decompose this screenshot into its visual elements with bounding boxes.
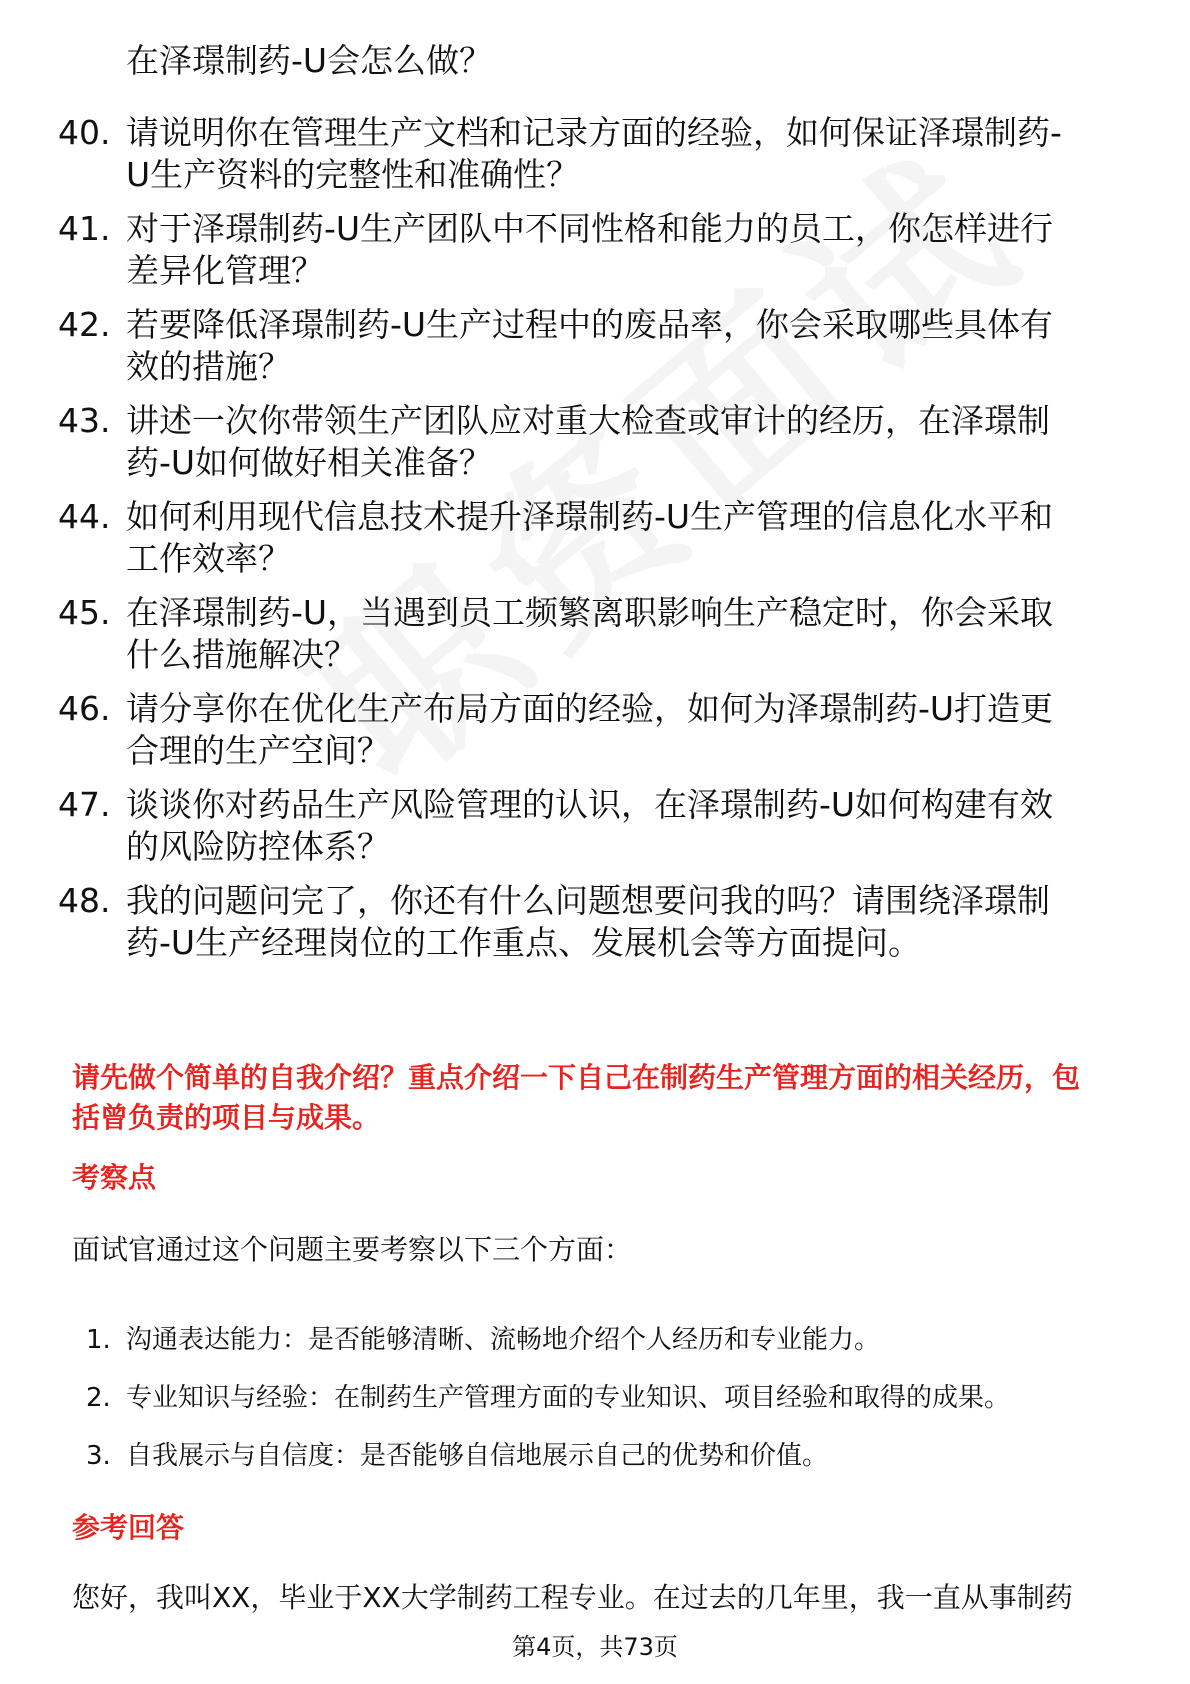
list-item-number: 3. xyxy=(86,1441,111,1471)
question-item xyxy=(0,880,1190,964)
question-text-line2: 合理的生产空间？ xyxy=(126,731,390,770)
question-number: 47. xyxy=(58,785,111,824)
question-item xyxy=(0,112,1190,196)
list-item xyxy=(0,1322,1190,1358)
question-item xyxy=(0,688,1190,772)
section-title-answer: 参考回答 xyxy=(72,1511,185,1544)
question-text-line2: 的风险防控体系？ xyxy=(126,827,390,866)
question-text-line1: 请说明你在管理生产文档和记录方面的经验，如何保证泽璟制药- xyxy=(126,113,1062,152)
question-number: 46. xyxy=(58,689,111,728)
question-text-line1: 若要降低泽璟制药-U生产过程中的废品率，你会采取哪些具体有 xyxy=(126,305,1054,344)
list-item-text: 专业知识与经验：在制药生产管理方面的专业知识、项目经验和取得的成果。 xyxy=(126,1383,1011,1413)
answer-text: 您好，我叫XX，毕业于XX大学制药工程专业。在过去的几年里，我一直从事制药 xyxy=(72,1581,1073,1614)
list-item-text: 自我展示与自信度：是否能够自信地展示自己的优势和价值。 xyxy=(126,1441,829,1471)
question-number: 48. xyxy=(58,881,111,920)
question-text-line1: 对于泽璟制药-U生产团队中不同性格和能力的员工，你怎样进行 xyxy=(126,209,1054,248)
highlight-question-line2: 括曾负责的项目与成果。 xyxy=(72,1101,381,1134)
question-text-line2: 效的措施？ xyxy=(126,347,291,386)
question-text-line2: 差异化管理？ xyxy=(126,251,324,290)
list-item xyxy=(0,1438,1190,1474)
question-item xyxy=(0,592,1190,676)
question-text-line1: 谈谈你对药品生产风险管理的认识，在泽璟制药-U如何构建有效 xyxy=(126,785,1054,824)
list-item-number: 2. xyxy=(86,1383,111,1413)
question-item xyxy=(0,784,1190,868)
question-text-line2: 什么措施解决？ xyxy=(126,635,357,674)
question-number: 41. xyxy=(58,209,111,248)
question-text-line1: 如何利用现代信息技术提升泽璟制药-U生产管理的信息化水平和 xyxy=(126,497,1054,536)
assess-intro: 面试官通过这个问题主要考察以下三个方面： xyxy=(72,1233,633,1266)
question-number: 44. xyxy=(58,497,111,536)
page-number: 第4页，共73页 xyxy=(512,1633,678,1661)
highlight-question-line1: 请先做个简单的自我介绍？重点介绍一下自己在制药生产管理方面的相关经历，包 xyxy=(72,1061,1081,1094)
question-number: 45. xyxy=(58,593,111,632)
question-text-line1: 请分享你在优化生产布局方面的经验，如何为泽璟制药-U打造更 xyxy=(126,689,1054,728)
question-item xyxy=(0,400,1190,484)
question-number: 40. xyxy=(58,113,111,152)
question-text-line2: U生产资料的完整性和准确性？ xyxy=(126,155,580,194)
list-item-number: 1. xyxy=(86,1325,111,1355)
question-text-line1: 我的问题问完了，你还有什么问题想要问我的吗？请围绕泽璟制 xyxy=(126,881,1050,920)
question-text-line1: 讲述一次你带领生产团队应对重大检查或审计的经历，在泽璟制 xyxy=(126,401,1050,440)
question-continuation: 在泽璟制药-U会怎么做？ xyxy=(126,41,493,80)
list-item xyxy=(0,1380,1190,1416)
question-number: 42. xyxy=(58,305,111,344)
question-item xyxy=(0,208,1190,292)
question-text-line1: 在泽璟制药-U，当遇到员工频繁离职影响生产稳定时，你会采取 xyxy=(126,593,1054,632)
question-text-line2: 工作效率？ xyxy=(126,539,291,578)
section-title-assess: 考察点 xyxy=(72,1161,157,1194)
question-text-line2: 药-U如何做好相关准备？ xyxy=(126,443,493,482)
question-item xyxy=(0,304,1190,388)
question-number: 43. xyxy=(58,401,111,440)
question-text-line2: 药-U生产经理岗位的工作重点、发展机会等方面提问。 xyxy=(126,923,922,962)
list-item-text: 沟通表达能力：是否能够清晰、流畅地介绍个人经历和专业能力。 xyxy=(126,1325,881,1355)
question-item xyxy=(0,496,1190,580)
